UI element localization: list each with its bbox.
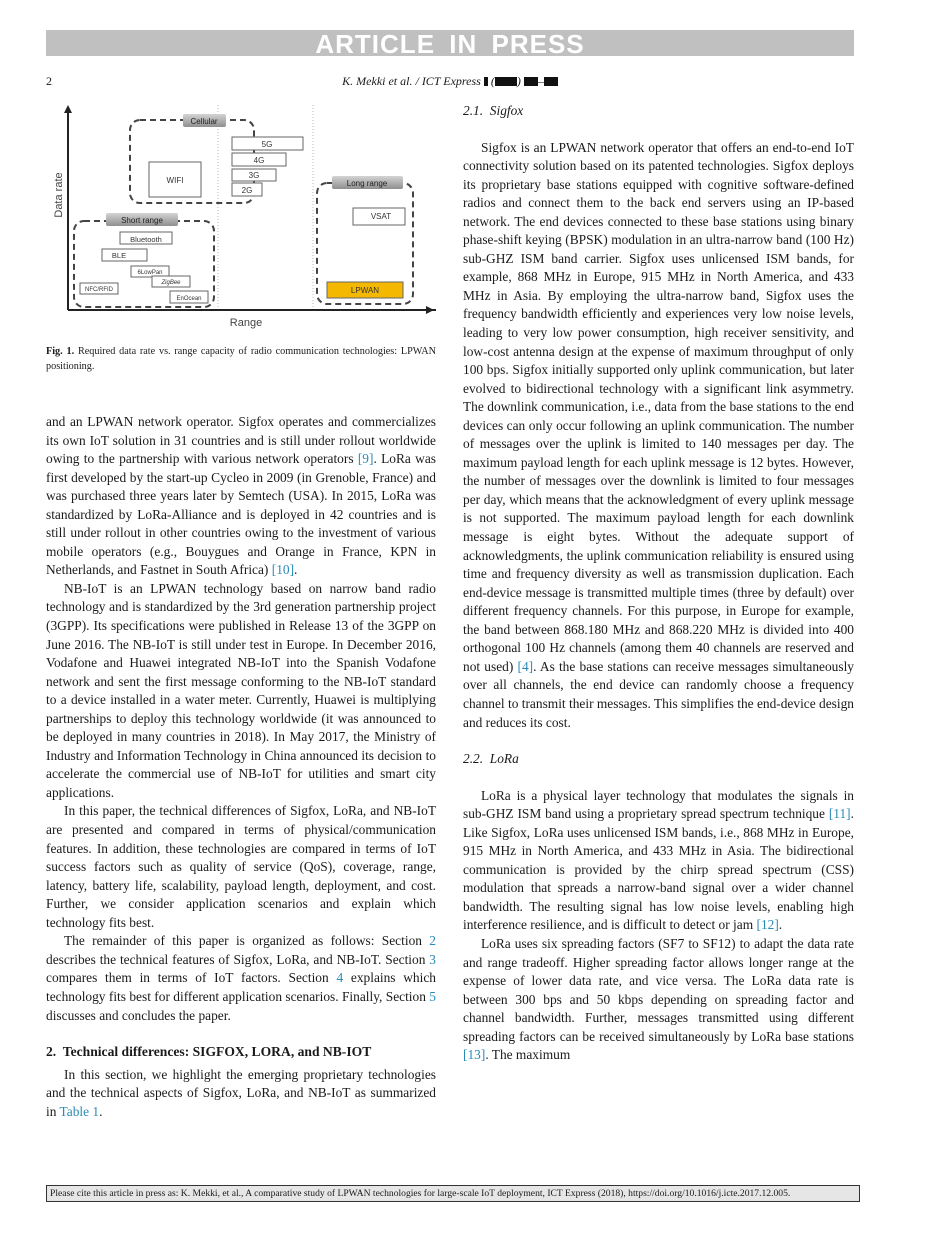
paragraph-intro-continued: and an LPWAN network operator. Sigfox operates and commercializes its own IoT solution in 31 countries and is still under rollout worldwide owing to the partnership with various network operators [9]. LoRa was first developed by the start-up Cycleo in 2009 (in Grenoble, France) and was purchased three years later by Semtech (USA). In 2015, LoRa was standardized by LoRa-Alliance and is deployed in 42 countries and is still under rollout in other countries owing to the investment of various mobile operators (e.g., Bouygues and Orange in France, KPN in Netherlands, and Fastnet in South Africa) [10]. [46, 414, 436, 578]
lpwan-label: LPWAN [350, 286, 380, 295]
section-link-2[interactable]: 2 [429, 933, 436, 949]
ref-link-10[interactable]: [10] [271, 562, 295, 578]
6lowpan-label: 6LowPan [137, 270, 163, 276]
y-axis-arrow-icon [64, 105, 72, 113]
y-axis-label: Data rate [53, 172, 65, 218]
page-start-placeholder-mark [524, 77, 538, 86]
3g-label: 3G [248, 171, 260, 180]
section-2-heading: 2. Technical differences: SIGFOX, LORA, and NB-IOT [46, 1044, 372, 1060]
left-column [46, 413, 436, 1121]
subsection-2-2-heading: 2.2. LoRa [463, 751, 519, 767]
journal-reference: K. Mekki et al. / ICT Express ( ) – [46, 74, 854, 89]
section-link-4[interactable]: 4 [336, 970, 344, 986]
subsection-2-1-heading: 2.1. Sigfox [463, 103, 524, 118]
enocean-label: EnOcean [176, 296, 202, 302]
section-link-3[interactable]: 3 [429, 951, 436, 967]
caption-text: Required data rate vs. range capacity of radio communication technologies: LPWAN positioning. [46, 346, 436, 372]
ref-link-11[interactable]: [11] [828, 806, 851, 822]
ble-label: BLE [111, 251, 127, 260]
nfc-rfid-label: NFC/RFID [85, 287, 113, 293]
paragraph-lora-1: LoRa is a physical layer technology that modulates the signals in sub-GHZ ISM band using a proprietary spread spectrum technique [11]. Like Sigfox, LoRa uses unlicensed ISM bands, i.e., 868 MHz in Europe, 915 MHz in North America, and 433 MHz in Asia. The bidirectional communication is provided by the chirp spread spectrum (CSS) modulation that spreads a narrow-band signal over a wider channel bandwidth. The resulting signal has low noise levels, enabling high interference resilience, and is difficult to detect or jam [12]. [463, 787, 854, 933]
paragraph-sigfox: Sigfox is an LPWAN network operator that offers an end-to-end IoT connectivity solution based on its patented technologies. Sigfox deploys its proprietary base stations equipped with cognitive software-defined radios and connect them to the back end servers using an IP-based network. The end devices connected to these base stations using binary phase-shift keying (BPSK) modulation in an ultra-narrow band (100 Hz) sub-GHZ ISM band carrier. Sigfox uses unlicensed ISM bands, for example, 868 MHz in Europe, 915 MHz in North America, and 433 MHz in Asia. By employing the ultra-narrow band, Sigfox uses the frequency bandwidth efficiently and experiences very low noise levels, leading to very low power consumption, high receiver sensitivity, and low-cost antenna design at the expense of maximum throughput of only 100 bps. Sigfox initially supported only uplink communication, but later evolved to bidirectional technology with a significant link asymmetry. The downlink communication, i.e., data from the base stations to the end devices can only occur following an uplink communication. The number of messages over the uplink is limited to 140 messages per day. The maximum payload length for each uplink message is 12 bytes. However, the number of messages over the downlink is limited to four messages per day, which means that the acknowledgment of every uplink message is not supported. The maximum payload length for each downlink message is eight bytes. Without the adequate support of acknowledgments, the uplink communication reliability is ensured using time and frequency diversity as well as transmission duplication. Each end-device message is transmitted multiple times (three by default) over different frequency channels. For this purpose, in Europe for example, the band between 868.180 MHz and 868.220 MHz is divided into 400 orthogonal 100 Hz channels (among them 40 channels are reserved and not used) [4]. As the base stations can receive messages simultaneously over all channels, the end device can randomly choose a frequency channel to transmit their messages. This simplifies the end-device design and reduces its cost. [463, 139, 855, 730]
page-end-placeholder-mark [544, 77, 558, 86]
paren-close: ) [516, 74, 521, 88]
paragraph-nbiot: NB-IoT is an LPWAN technology based on narrow band radio technology and is standardized by the 3rd generation partnership project (3GPP). Its specifications were published in Release 13 of the 3GPP on June 2016. The NB-IoT is still under test in Europe. In December 2016, Vodafone and Huawei integrated NB-IoT into the Spanish Vodafone network and sent the first message conforming to the NB-IoT standard to a device installed in a water meter. Currently, Huawei is multiplying partnerships to deploy this technology worldwide (it was announced to be deployed in many countries in 2018). In May 2017, the Ministry of Industry and Information Technology in China announced its decision to accelerate the commercial use of NB-IoT for utilities and smart city applications. [46, 580, 436, 800]
paragraph-paper-scope: In this paper, the technical differences of Sigfox, LoRa, and NB-IoT are presented and compared in terms of physical/communication features. In addition, these technologies are compared in terms of IoT success factors such as quality of service (QoS), coverage, range, latency, battery life, scalability, payload length, deployment, and cost. Further, we consider application scenarios and explain which technology fits best. [46, 803, 436, 930]
page-number: 2 [46, 74, 52, 88]
5g-label: 5G [261, 140, 273, 149]
article-in-press-banner [46, 29, 854, 59]
figure-caption [46, 345, 436, 374]
caption-label: Fig. 1. [46, 346, 75, 357]
cellular-label: Cellular [190, 117, 218, 126]
x-axis-label: Range [229, 317, 263, 329]
vsat-label: VSAT [370, 212, 392, 221]
paragraph-lora-2: LoRa uses six spreading factors (SF7 to SF12) to adapt the data rate and range tradeoff. Higher spreading factor allows longer range at the expense of lower data rate, and vice versa. The LoRa data rate is between 300 bps and 50 kbps depending on spreading factor and channel bandwidth. Further, messages transmitted using different spreading factors can be received simultaneously by LoRa base stations [13]. The maximum [463, 935, 854, 1063]
long-range-label: Long range [346, 179, 388, 188]
citation-footer: Please cite this article in press as: K. Mekki, et al., A comparative study of LPWAN technologies for large-scale IoT deployment, ICT Express (2018), https://doi.org/10.1016/j.icte.2017.12.005. [46, 1185, 860, 1202]
x-axis-arrow-icon [426, 306, 434, 314]
table-1-link[interactable]: Table 1 [59, 1103, 100, 1119]
right-column [463, 102, 854, 1065]
figure-1-data-rate-vs-range [46, 100, 436, 335]
banner-text: ARTICLE IN PRESS [315, 29, 585, 59]
wifi-label: WIFI [166, 176, 184, 185]
zigbee-label: ZigBee [161, 280, 181, 286]
volume-placeholder-mark [484, 77, 488, 86]
short-range-label: Short range [121, 216, 163, 225]
paragraph-paper-organization: The remainder of this paper is organized as follows: Section 2 describes the technical features of Sigfox, LoRa, and NB-IoT. Section 3 compares them in terms of IoT factors. Section 4 explains which technology fits best for different application scenarios. Finally, Section 5 discusses and concludes the paper. [46, 933, 436, 1023]
year-placeholder-mark [495, 77, 517, 86]
ref-link-12[interactable]: [12] [756, 917, 779, 933]
section-link-5[interactable]: 5 [429, 988, 436, 1004]
paren-open: ( [490, 74, 495, 88]
running-head [46, 74, 854, 90]
2g-label: 2G [241, 186, 253, 195]
4g-label: 4G [253, 156, 265, 165]
paragraph-section-2-intro: In this section, we highlight the emerging proprietary technologies and the technical aspects of Sigfox, LoRa, and NB-IoT as summarized in Table 1. [46, 1066, 436, 1119]
bluetooth-label: Bluetooth [130, 235, 162, 244]
journal-authors: K. Mekki et al. / ICT Express [342, 74, 481, 88]
ref-link-4[interactable]: [4] [517, 658, 534, 674]
ref-link-9[interactable]: [9] [357, 451, 374, 467]
ref-link-13[interactable]: [13] [463, 1047, 486, 1063]
